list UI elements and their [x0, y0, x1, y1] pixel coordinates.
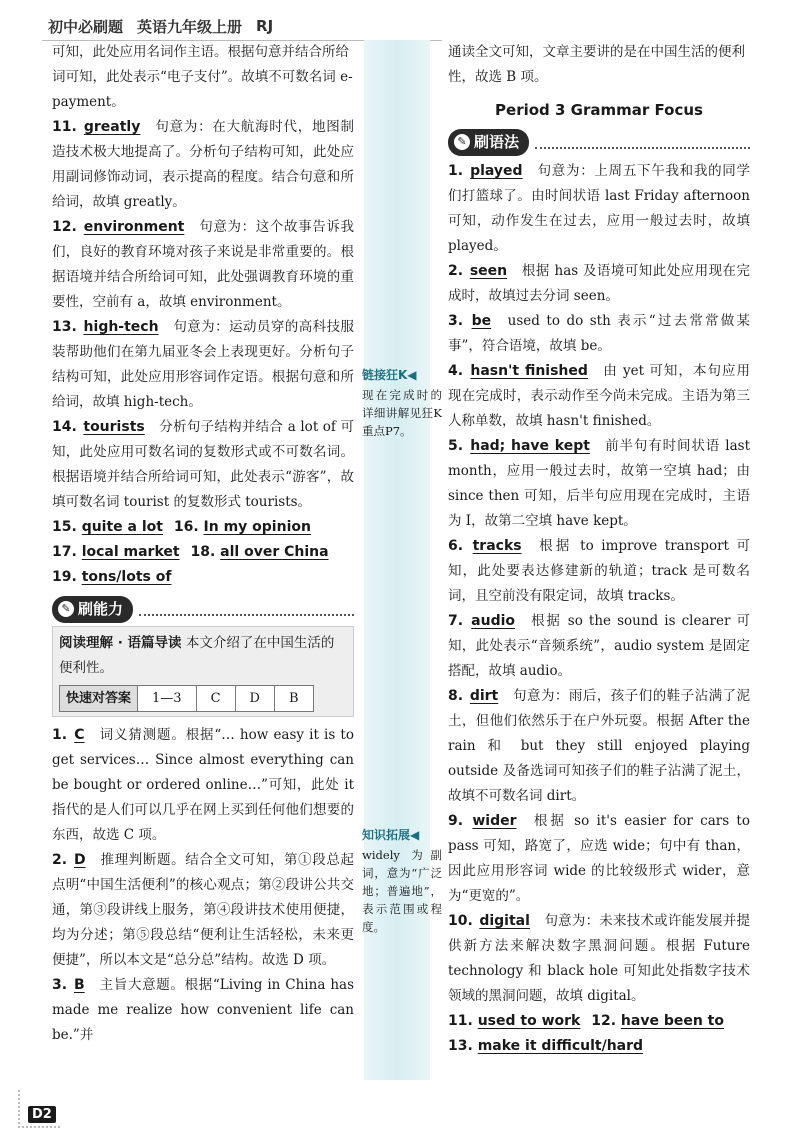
answer-item	[448, 609, 750, 684]
item-number: 5.	[448, 438, 464, 454]
item-answer: all over China	[220, 544, 329, 560]
item-explanation: 根据 so it's easier for cars to pass 可知，路宽了，应选 wide；句中有 than，因此应用形容词 wide 的比较级形式 wider，意为“更宽的”。	[448, 813, 750, 904]
item-explanation: 句意为：雨后，孩子们的鞋子沾满了泥土，但他们依然乐于在户外玩耍。根据 After the rain 和 but they still enjoyed playing outside 及备选词可知孩子们的鞋子沾满了泥土，故填不可数名词 dirt。	[448, 688, 751, 804]
item-explanation: 前半句有时间状语 last month，应用一般过去时，故第一空填 had；由 since then 可知，后半句应用现在完成时，主语为 I，故第二空填 have kept。	[448, 438, 750, 529]
dotted-rule	[139, 602, 354, 616]
item-explanation: 由 yet 可知，本句应用现在完成时，表示动作至今尚未完成。主语为第三人称单数，故填 hasn't finished。	[448, 363, 750, 429]
margin-notes	[358, 40, 444, 1080]
item-explanation: 句意为：这个故事告诉我们，良好的教育环境对孩子来说是非常重要的。根据语境并结合所给词可知，此处强调教育环境的重要性，空前有 a，故填 environment。	[52, 219, 355, 310]
right-column	[448, 40, 750, 1059]
item-answer: digital	[479, 913, 530, 929]
answer-item	[52, 215, 354, 315]
table-cell: C	[196, 686, 235, 712]
answer-item	[448, 809, 750, 909]
answer-pair	[52, 540, 354, 565]
item-explanation: 句意为：运动员穿的高科技服装帮助他们在第九届亚冬会上表现更好。分析句子结构可知，此处应用形容词作定语。根据句意和所给词，故填 high-tech。	[52, 319, 355, 410]
item-number: 13.	[52, 319, 77, 335]
item-number: 11.	[52, 119, 77, 135]
answer-pair	[448, 1034, 750, 1059]
section-badge	[52, 596, 133, 623]
table-label: 快速对答案	[60, 686, 138, 712]
item-explanation: 主旨大意题。根据“Living in China has made me realize how convenient life can be.”并	[52, 977, 354, 1043]
item-number: 3.	[448, 313, 464, 329]
reading-item	[52, 723, 354, 848]
note-text: 现在完成时的详细讲解见狂K重点P7。	[362, 388, 442, 438]
book-edition: RJ	[256, 17, 274, 35]
continued-text: 可知，此处应用名词作主语。根据句意并结合所给词可知，此处表示“电子支付”。故填不可数名词 e-payment。	[52, 44, 353, 110]
table-cell: D	[235, 686, 274, 712]
item-number: 8.	[448, 688, 464, 704]
item-number: 7.	[448, 613, 464, 629]
book-title: 英语九年级上册	[137, 17, 243, 36]
brush-icon: ✎	[454, 134, 470, 150]
item-number: 15.	[52, 519, 77, 535]
item-answer: have been to	[620, 1013, 724, 1029]
brush-icon: ✎	[58, 601, 74, 617]
answer-pair	[52, 515, 354, 540]
item-number: 9.	[448, 813, 464, 829]
reading-guide	[52, 626, 354, 717]
answer-item	[52, 315, 354, 415]
item-number: 6.	[448, 538, 464, 554]
item-number: 1.	[52, 727, 68, 743]
item-answer: In my opinion	[203, 519, 311, 535]
item-answer: C	[74, 727, 85, 743]
item-number: 11.	[448, 1013, 473, 1029]
quick-answer-table	[59, 685, 314, 712]
item-answer: seen	[469, 263, 508, 279]
table-cell: B	[274, 686, 313, 712]
item-number: 12.	[52, 219, 77, 235]
item-explanation: 词义猜测题。根据“… how easy it is to get services… Since almost everything can be bought or ordered online…”可知，此处 it 指代的是人们可以几乎在网上买到任何他们想要的东西，故选 C 项。	[52, 727, 354, 843]
item-explanation: 分析句子结构并结合 a lot of 可知，此处应用可数名词的复数形式或不可数名词。根据语境并结合所给词可知，此处表示“游客”，故填可数名词 tourist 的复数形式 tourists。	[52, 419, 354, 510]
item-answer: B	[74, 977, 85, 993]
item-answer: played	[470, 163, 523, 179]
section-heading	[448, 129, 750, 155]
item-number: 4.	[448, 363, 464, 379]
item-number: 12.	[591, 1013, 617, 1029]
section-heading	[52, 596, 354, 622]
section-badge	[448, 129, 529, 156]
item-explanation: 根据 to improve transport 可知，此处要表达修建新的轨道；track 是可数名词，且空前没有限定词，故填 tracks。	[448, 538, 751, 604]
item-answer: quite a lot	[81, 519, 163, 535]
answer-pair	[52, 565, 354, 590]
item-answer: D	[73, 852, 86, 868]
answer-item	[448, 359, 750, 434]
note-title: 链接狂K◀	[362, 368, 417, 382]
item-number: 16.	[173, 519, 199, 535]
answer-item	[448, 434, 750, 534]
guide-text: 本文介绍了在中国生活的便利性。	[59, 635, 335, 676]
note-title: 知识拓展◀	[362, 828, 420, 842]
item-answer: make it difficult/hard	[477, 1038, 644, 1054]
item-number: 13.	[448, 1038, 473, 1054]
item-answer: high-tech	[83, 319, 159, 335]
page-number: D2	[28, 1106, 56, 1123]
guide-label: 阅读理解 · 语篇导读	[59, 635, 182, 651]
dotted-rule	[535, 135, 750, 149]
item-answer: tourists	[83, 419, 145, 435]
period-title: Period 3 Grammar Focus	[495, 101, 703, 119]
item-answer: greatly	[83, 119, 141, 135]
item-number: 14.	[52, 419, 77, 435]
item-answer: wider	[472, 813, 517, 829]
item-answer: tracks	[472, 538, 522, 554]
answer-item	[448, 259, 750, 309]
item-answer: tons/lots of	[81, 569, 172, 585]
item-number: 10.	[448, 913, 473, 929]
item-answer: environment	[83, 219, 185, 235]
item-explanation: 根据 has 及语境可知此处应用现在完成时，故填过去分词 seen。	[448, 263, 750, 304]
item-explanation: 根据 so the sound is clearer 可知，此处表示“音频系统”，audio system 是固定搭配，故填 audio。	[448, 613, 751, 679]
item-number: 1.	[448, 163, 464, 179]
item-answer: used to work	[477, 1013, 581, 1029]
answer-item	[448, 309, 750, 359]
item-answer: audio	[471, 613, 516, 629]
reading-item	[52, 973, 354, 1048]
item-number: 2.	[52, 852, 68, 868]
section-title: 刷能力	[78, 599, 124, 618]
item-explanation: 推理判断题。结合全文可知，第①段总起点明“中国生活便利”的核心观点；第②段讲公共交通，第③段讲线上服务，第④段讲技术使用便捷，均为分述；第⑤段总结“便利让生活轻松，未来更便捷”，所以本文是“总分总”结构。故选 D 项。	[52, 852, 355, 968]
page-header	[48, 14, 428, 38]
item-answer: hasn't finished	[470, 363, 588, 379]
answer-item	[448, 534, 750, 609]
item-explanation: 句意为：在大航海时代，地图制造技术极大地提高了。分析句子结构可知，此处应用副词修饰动词，表示提高的程度。结合句意和所给词，故填 greatly。	[52, 119, 354, 210]
answer-item	[52, 415, 354, 515]
item-number: 19.	[52, 569, 77, 585]
answer-item	[448, 684, 750, 809]
item-number: 3.	[52, 977, 68, 993]
answer-pair	[448, 1009, 750, 1034]
table-cell: 1—3	[138, 686, 197, 712]
item-answer: local market	[81, 544, 180, 560]
reading-item	[52, 848, 354, 973]
item-answer: had; have kept	[470, 438, 590, 454]
item-answer: dirt	[469, 688, 499, 704]
answer-item	[52, 115, 354, 215]
item-explanation: 句意为：上周五下午我和我的同学们打篮球了。由时间状语 last Friday afternoon 可知，动作发生在过去，应用一般过去时，故填 played。	[448, 163, 751, 254]
section-title: 刷语法	[474, 132, 520, 151]
item-number: 17.	[52, 544, 77, 560]
item-explanation: used to do sth 表示“过去常常做某事”，符合语境，故填 be。	[448, 313, 750, 354]
continued-text: 通读全文可知，文章主要讲的是在中国生活的便利性，故选 B 项。	[448, 44, 745, 85]
item-answer: be	[471, 313, 492, 329]
answer-item	[448, 159, 750, 259]
item-explanation: 句意为：未来技术或许能发展并提供新方法来解决数字黑洞问题。根据 Future technology 和 black hole 可知此处指数字技术领域的黑洞问题，故填 digital。	[448, 913, 750, 1004]
note-text: widely 为副词，意为“广泛地；普遍地”，表示范围或程度。	[362, 848, 442, 934]
book-series: 初中必刷题	[48, 17, 124, 36]
item-number: 2.	[448, 263, 464, 279]
item-number: 18.	[190, 544, 216, 560]
left-column	[52, 40, 354, 1048]
answer-item	[448, 909, 750, 1009]
